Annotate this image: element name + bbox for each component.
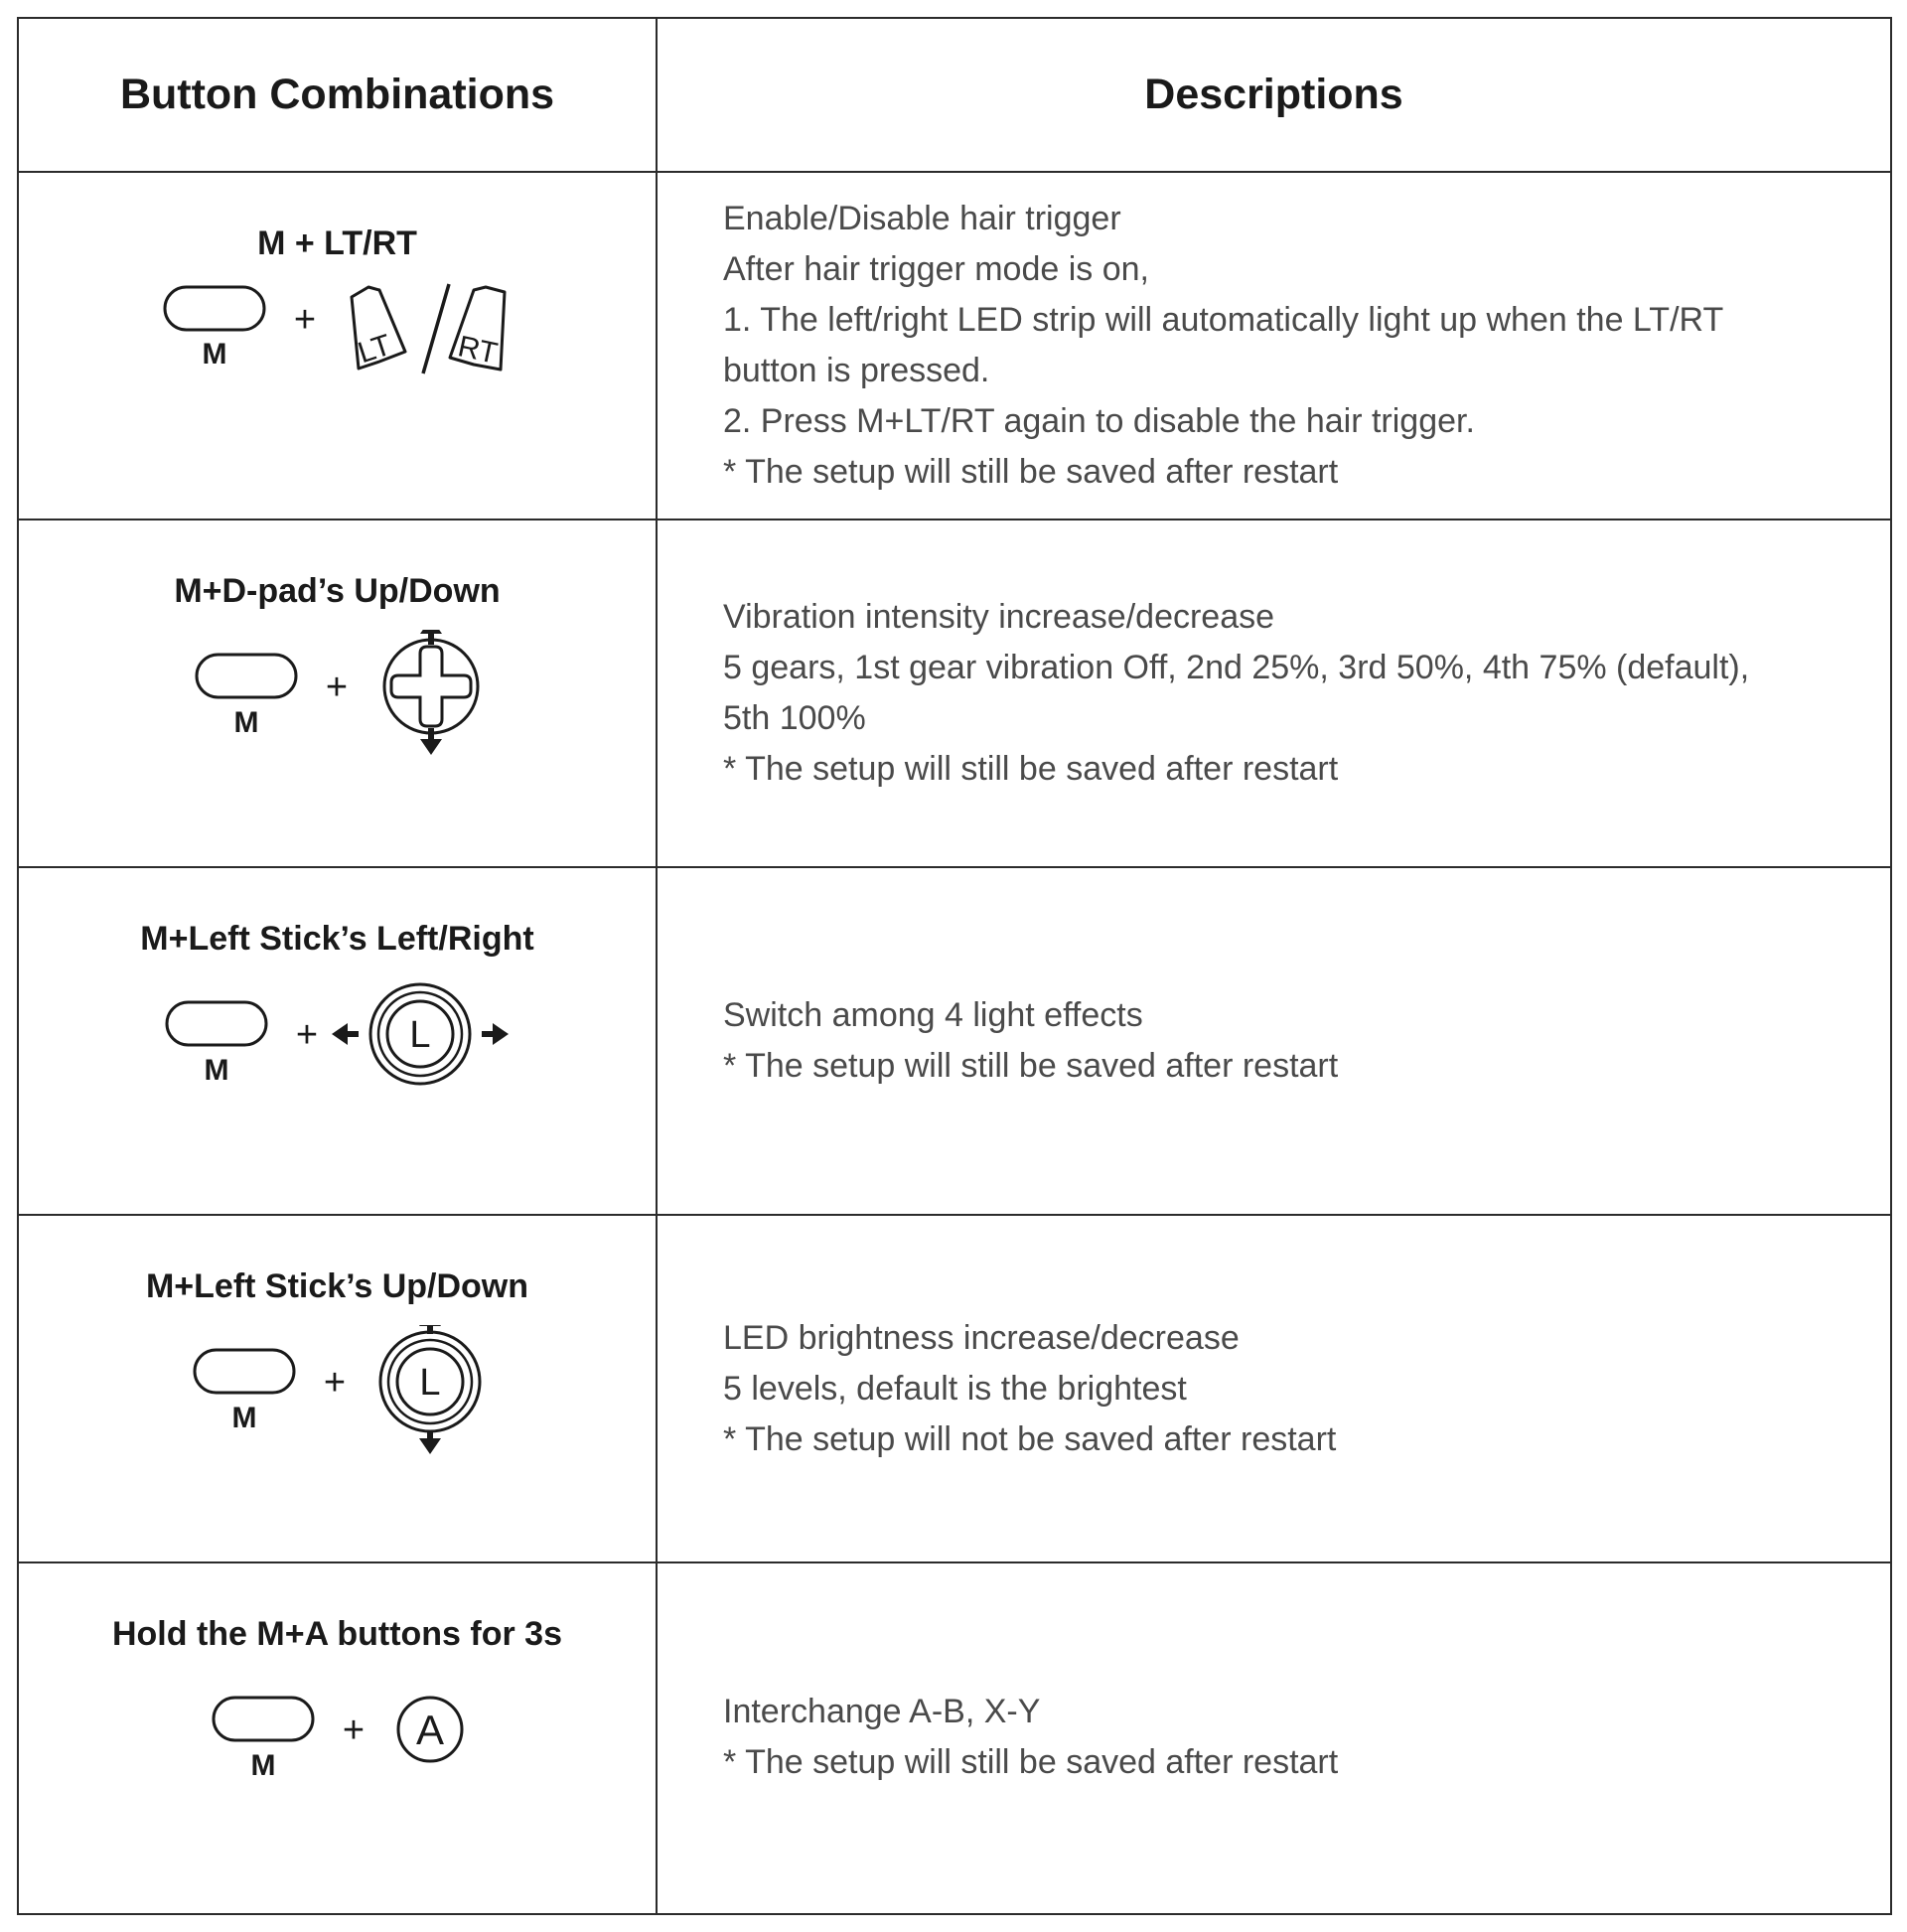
dpad-icon: [384, 640, 478, 733]
rt-trigger-icon: [450, 287, 505, 371]
left-stick-icon: [370, 984, 470, 1084]
m-button-icon: [214, 1698, 313, 1782]
stick-label: L: [409, 1014, 431, 1056]
description-line: * The setup will still be saved after restart: [723, 453, 1339, 491]
combo-cell: [19, 173, 656, 519]
description-line: * The setup will still be saved after restart: [723, 1047, 1339, 1085]
combo-cell: [19, 868, 656, 1214]
combo-title: M+D-pad’s Up/Down: [174, 572, 501, 610]
rt-label: RT: [455, 330, 501, 371]
m-button-icon: [197, 655, 296, 739]
description-line: 2. Press M+LT/RT again to disable the hair trigger.: [723, 402, 1475, 440]
combo-cell: [19, 1216, 656, 1561]
description-line: 1. The left/right LED strip will automatically light up when the LT/RT: [723, 301, 1724, 339]
slash-separator: [423, 284, 449, 373]
plus-sign: +: [295, 1014, 319, 1056]
combo-title: M+Left Stick’s Up/Down: [145, 1267, 529, 1305]
m-label: M: [233, 706, 259, 739]
description-line: LED brightness increase/decrease: [723, 1318, 1240, 1357]
m-button-icon: [167, 1002, 266, 1087]
table-row: [19, 520, 1890, 868]
arrow-left-icon: [332, 1023, 359, 1045]
m-plus-dpad-diagram: [19, 630, 656, 858]
description-line: button is pressed.: [723, 352, 990, 389]
description-line: * The setup will not be saved after restart: [723, 1419, 1337, 1458]
left-stick-icon: [380, 1332, 480, 1431]
plus-sign: +: [323, 1362, 347, 1404]
table-row: [19, 1563, 1890, 1911]
description-cell: [658, 1563, 1890, 1911]
combo-title: M + LT/RT: [257, 224, 417, 262]
lt-trigger-icon: [352, 287, 405, 370]
table-row: [19, 868, 1890, 1216]
description-cell: [658, 173, 1890, 519]
m-label: M: [204, 1054, 229, 1087]
stick-label: L: [419, 1362, 441, 1404]
combo-cell: [19, 520, 656, 866]
description-line: 5th 100%: [723, 699, 866, 737]
arrow-right-icon: [482, 1023, 509, 1045]
description-line: * The setup will still be saved after restart: [723, 750, 1339, 788]
m-label: M: [202, 338, 227, 371]
description-line: Vibration intensity increase/decrease: [723, 598, 1275, 636]
description-line: 5 gears, 1st gear vibration Off, 2nd 25%, 3rd 50%, 4th 75% (default),: [723, 649, 1750, 686]
header-descriptions: Descriptions: [1144, 71, 1403, 118]
m-label: M: [250, 1749, 276, 1782]
description-line: * The setup will still be saved after restart: [723, 1743, 1339, 1781]
a-button-icon: [398, 1698, 462, 1761]
plus-sign: +: [293, 299, 317, 341]
description-line: After hair trigger mode is on,: [723, 250, 1149, 288]
description-line: Interchange A-B, X-Y: [723, 1693, 1041, 1730]
plus-sign: +: [325, 667, 349, 708]
a-label: A: [415, 1707, 445, 1753]
combo-title: Hold the M+A buttons for 3s: [111, 1615, 562, 1653]
lt-label: LT: [354, 328, 395, 371]
description-cell: [658, 868, 1890, 1214]
m-label: M: [231, 1402, 257, 1434]
button-combinations-table: [17, 17, 1892, 1915]
combo-title: M+Left Stick’s Left/Right: [140, 920, 534, 958]
m-plus-lt-rt-diagram: [19, 282, 656, 511]
description-line: Enable/Disable hair trigger: [723, 200, 1121, 237]
description-line: Switch among 4 light effects: [723, 996, 1143, 1034]
m-button-icon: [165, 287, 264, 371]
description-cell: [658, 1216, 1890, 1561]
m-plus-a-diagram: [19, 1673, 656, 1901]
table-row: [19, 1216, 1890, 1563]
combo-cell: [19, 1563, 656, 1911]
plus-sign: +: [342, 1709, 366, 1751]
arrow-up-icon: [420, 630, 442, 645]
header-button-combinations: Button Combinations: [119, 71, 555, 118]
m-plus-stick-left-right-diagram: [19, 977, 656, 1206]
description-cell: [658, 520, 1890, 866]
m-plus-stick-up-down-diagram: [19, 1325, 656, 1554]
m-button-icon: [195, 1350, 294, 1434]
table-header-row: [19, 19, 1890, 173]
arrow-down-icon: [419, 1430, 441, 1454]
table-row: [19, 173, 1890, 520]
description-line: 5 levels, default is the brightest: [723, 1369, 1187, 1408]
